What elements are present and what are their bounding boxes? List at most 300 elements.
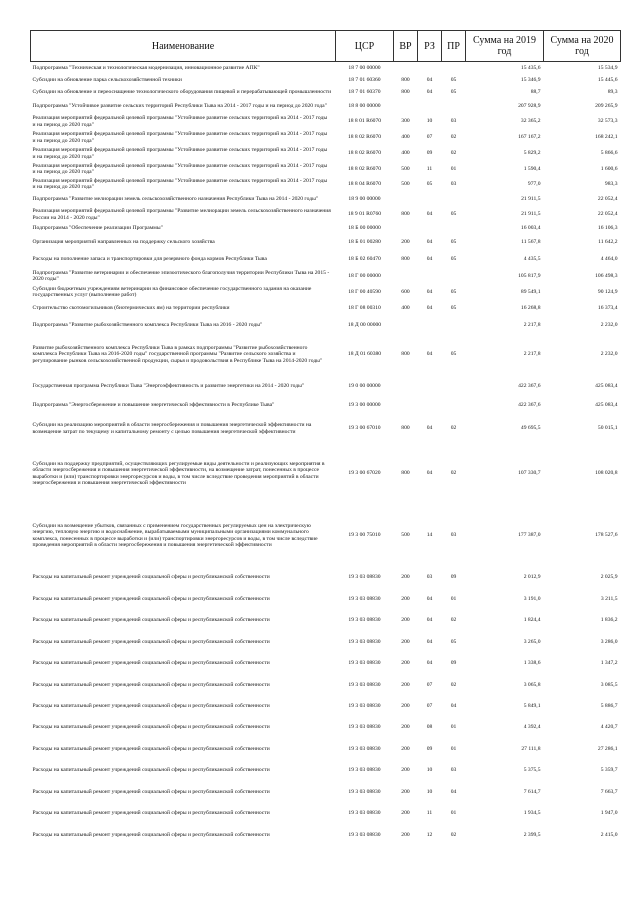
- row-sum-2019: 5 375,5: [523, 767, 541, 774]
- row-sum-2019: 4 435,5: [523, 255, 541, 262]
- row-rz: 04: [426, 255, 433, 262]
- row-csr: 19 0 00 00000: [348, 382, 381, 389]
- row-vr: [394, 100, 418, 114]
- row-sum-2020: 425 083,4: [595, 402, 618, 409]
- row-vr: 200: [401, 724, 410, 731]
- table-row: [31, 567, 621, 589]
- row-csr: 18 7 01 60370: [348, 89, 381, 96]
- row-pr: 02: [450, 470, 457, 477]
- row-sum-2019: 207 928,9: [518, 103, 541, 110]
- row-sum-2020: 27 286,1: [597, 745, 618, 752]
- row-csr: 19 3 00 75010: [348, 532, 381, 539]
- row-sum-2019: 107 330,7: [518, 470, 541, 477]
- row-sum-2019: 21 911,5: [521, 195, 541, 202]
- row-sum-2020: 2 025,9: [600, 574, 618, 581]
- row-sum-2019: 105 817,9: [518, 272, 541, 279]
- row-vr: [394, 223, 418, 234]
- row-sum-2019: 977,0: [527, 180, 541, 187]
- row-name: Субсидии на обновление парка сельскохозяйственной техники: [32, 76, 182, 83]
- table-row: [31, 114, 621, 130]
- row-csr: 19 3 03 08830: [348, 767, 381, 774]
- row-csr: 19 3 03 08830: [348, 724, 381, 731]
- row-name: Субсидии на обновление и переоснащение технологического оборудования пищевой и перерабатывающей промышленности: [32, 89, 332, 96]
- row-vr: 200: [401, 745, 410, 752]
- row-csr: 18 7 00 00000: [348, 65, 381, 72]
- row-name: Подпрограмма "Техническая и технологическая модернизация, инновационное развитие АПК": [32, 65, 260, 72]
- row-sum-2020: 16 373,4: [597, 304, 618, 311]
- row-vr: 400: [401, 134, 410, 141]
- row-pr: 05: [450, 288, 457, 295]
- row-rz: 11: [426, 810, 433, 817]
- row-rz: [418, 100, 442, 114]
- row-sum-2020: 425 083,4: [595, 382, 618, 389]
- row-name: Реализация мероприятий федеральной целевой программы "Устойчивое развитие сельских территорий на 2014 - 2017 годы и на период до 2020 года": [32, 147, 328, 160]
- row-sum-2019: 15 435,6: [520, 65, 541, 72]
- row-pr: 05: [450, 304, 457, 311]
- row-vr: 200: [401, 832, 410, 839]
- row-pr: 01: [450, 724, 457, 731]
- row-pr: 01: [450, 810, 457, 817]
- row-sum-2019: 49 695,5: [520, 425, 541, 432]
- table-row: [31, 505, 621, 567]
- row-sum-2020: 22 052,4: [597, 195, 618, 202]
- row-sum-2020: 15 445,6: [597, 76, 618, 83]
- row-sum-2020: 5 866,6: [600, 150, 618, 157]
- row-vr: [394, 397, 418, 415]
- row-sum-2020: 32 573,3: [597, 118, 618, 125]
- row-vr: 800: [401, 470, 410, 477]
- row-sum-2019: 3 191,0: [523, 595, 541, 602]
- row-name: Подпрограмма "Обеспечение реализации Программы": [32, 224, 163, 231]
- row-csr: 18 8 01 R6070: [347, 118, 382, 125]
- row-rz: 04: [426, 660, 433, 667]
- row-sum-2020: 22 052,4: [597, 211, 618, 218]
- table-body: [31, 62, 621, 847]
- row-pr: [442, 268, 466, 285]
- table-row: [31, 376, 621, 397]
- row-vr: 800: [401, 351, 410, 358]
- row-name: Государственная программа Республики Тыва "Энергоэффективность и развитие энергетики на 2014 - 2020 годы": [32, 382, 305, 389]
- row-sum-2019: 1 934,5: [523, 810, 541, 817]
- row-pr: 01: [450, 165, 457, 172]
- row-vr: 200: [401, 810, 410, 817]
- row-csr: 19 3 03 08830: [348, 832, 381, 839]
- row-sum-2019: 16 268,8: [520, 304, 541, 311]
- row-sum-2020: 89,3: [607, 89, 618, 96]
- table-row: [31, 130, 621, 146]
- row-sum-2019: 2 012,9: [523, 574, 541, 581]
- row-name: Развитие рыбохозяйственного комплекса Республики Тыва в рамках подпрограммы "Развитие рыбохозяйственного комплекса Республики Тыва на 2016-2020 годы" государственной программы "Развитие сельского хозяйства и регулирование рынков сельскохозяйственной продукции, сырья и продовольствия в Республике Тыва на 2014-2020 годы": [32, 344, 323, 364]
- row-pr: 01: [450, 595, 457, 602]
- row-pr: 01: [450, 745, 457, 752]
- table-row: [31, 207, 621, 223]
- table-row: [31, 285, 621, 300]
- row-sum-2019: 3 065,8: [523, 681, 541, 688]
- row-rz: 04: [426, 617, 433, 624]
- row-rz: 04: [426, 89, 433, 96]
- row-sum-2020: 2 415,0: [600, 832, 618, 839]
- row-csr: 19 3 03 08830: [348, 617, 381, 624]
- row-pr: 02: [450, 425, 457, 432]
- row-vr: 500: [401, 165, 410, 172]
- row-pr: 05: [450, 89, 457, 96]
- row-rz: 10: [426, 788, 433, 795]
- row-rz: 11: [426, 165, 433, 172]
- row-name: Подпрограмма "Развитие ветеринарии и обеспечение эпизоотического благополучия территории Республики Тыва на 2015 - 2020 годы": [32, 269, 330, 282]
- row-rz: 04: [426, 470, 433, 477]
- row-sum-2019: 422 367,6: [518, 382, 541, 389]
- table-row: [31, 675, 621, 696]
- row-name: Реализация мероприятий федеральной целевой программы "Устойчивое развитие сельских территорий на 2014 - 2017 годы и на период до 2020 года": [32, 177, 328, 190]
- table-row: [31, 177, 621, 192]
- row-sum-2020: 983,3: [604, 180, 618, 187]
- row-sum-2020: 7 663,7: [600, 788, 618, 795]
- row-csr: 19 3 03 08830: [348, 702, 381, 709]
- row-name: Субсидии на поддержку предприятий, осуществляющих регулируемые виды деятельности и реализующих мероприятия в области энергосбережения и повышения энергетической эффективности, на возмещение затрат, понесенных в процессе выработки и (или) транспортировки энергоресурсов и воды, в том числе вследствие проведения мероприятий в области энергосбережения и повышения энергетической эффективности: [32, 460, 325, 486]
- row-rz: 08: [426, 724, 433, 731]
- row-csr: 18 Д 01 60380: [347, 351, 382, 358]
- row-csr: 18 8 02 R6070: [347, 134, 382, 141]
- row-rz: 09: [426, 745, 433, 752]
- row-rz: [418, 376, 442, 397]
- header-pr: ПР: [442, 31, 466, 62]
- row-csr: 19 3 03 08830: [348, 810, 381, 817]
- row-sum-2019: 2 217,8: [523, 351, 541, 358]
- row-name: Расходы на капитальный ремонт учреждений социальной сферы и республиканской собственности: [32, 767, 270, 774]
- row-pr: 04: [450, 702, 457, 709]
- row-csr: 19 3 03 08830: [348, 788, 381, 795]
- row-name: Расходы на капитальный ремонт учреждений социальной сферы и республиканской собственности: [32, 574, 270, 581]
- row-name: Строительство скотомогильников (биотермических ям) на территории республики: [32, 304, 230, 311]
- row-sum-2019: 89 549,1: [520, 288, 541, 295]
- row-rz: 14: [426, 532, 433, 539]
- table-row: [31, 443, 621, 505]
- row-name: Субсидии на реализацию мероприятий в области энергосбережения и повышения энергетической эффективности на возмещение затрат по текущему и капитальному ремонту с целью повышения энергетической эффективности: [32, 422, 312, 435]
- row-pr: 05: [450, 211, 457, 218]
- table-row: [31, 610, 621, 632]
- row-pr: [442, 376, 466, 397]
- row-csr: 19 3 00 67020: [348, 470, 381, 477]
- table-row: [31, 86, 621, 100]
- row-rz: [418, 317, 442, 334]
- row-vr: [394, 376, 418, 397]
- row-sum-2019: 15 346,9: [520, 76, 541, 83]
- row-name: Расходы на капитальный ремонт учреждений социальной сферы и республиканской собственности: [32, 702, 270, 709]
- table-row: [31, 192, 621, 207]
- table-row: [31, 100, 621, 114]
- row-name: Расходы на капитальный ремонт учреждений социальной сферы и республиканской собственности: [32, 724, 270, 731]
- table-row: [31, 415, 621, 443]
- row-name: Расходы на капитальный ремонт учреждений социальной сферы и республиканской собственности: [32, 595, 270, 602]
- header-vr: ВР: [394, 31, 418, 62]
- table-row: [31, 317, 621, 334]
- row-sum-2019: 422 367,6: [518, 402, 541, 409]
- row-pr: [442, 397, 466, 415]
- row-sum-2020: 4 464,0: [600, 255, 618, 262]
- row-pr: 03: [450, 118, 457, 125]
- row-sum-2019: 11 567,8: [521, 238, 541, 245]
- row-rz: 04: [426, 76, 433, 83]
- header-sum-2020: Сумма на 2020 год: [544, 31, 621, 62]
- row-vr: 200: [401, 238, 410, 245]
- table-row: [31, 162, 621, 177]
- row-pr: [442, 223, 466, 234]
- row-pr: 03: [450, 767, 457, 774]
- row-vr: [394, 317, 418, 334]
- row-vr: 800: [401, 255, 410, 262]
- row-sum-2020: 3 085,5: [600, 681, 618, 688]
- row-rz: 04: [426, 211, 433, 218]
- row-rz: [418, 192, 442, 207]
- row-vr: 500: [401, 180, 410, 187]
- row-csr: 18 8 02 R6070: [347, 150, 382, 157]
- row-rz: 07: [426, 702, 433, 709]
- row-rz: [418, 223, 442, 234]
- row-vr: 200: [401, 574, 410, 581]
- row-rz: 07: [426, 134, 433, 141]
- row-sum-2019: 1 590,4: [523, 165, 541, 172]
- row-sum-2020: 168 242,1: [595, 134, 618, 141]
- row-vr: 600: [401, 288, 410, 295]
- row-name: Реализация мероприятий федеральной целевой программы "Развитие мелиорации земель сельскохозяйственного назначения России на 2014 - 2020 годы": [32, 208, 331, 221]
- row-sum-2019: 2 217,8: [523, 321, 541, 328]
- row-vr: [394, 192, 418, 207]
- row-pr: [442, 62, 466, 75]
- row-rz: [418, 397, 442, 415]
- row-rz: 09: [426, 150, 433, 157]
- row-vr: [394, 268, 418, 285]
- row-csr: 18 8 00 00000: [348, 103, 381, 110]
- table-row: [31, 62, 621, 75]
- row-sum-2019: 5 829,2: [523, 150, 541, 157]
- row-sum-2020: 1 600,6: [600, 165, 618, 172]
- table-row: [31, 717, 621, 739]
- table-row: [31, 223, 621, 234]
- row-rz: 04: [426, 351, 433, 358]
- row-name: Расходы на капитальный ремонт учреждений социальной сферы и республиканской собственности: [32, 617, 270, 624]
- table-row: [31, 234, 621, 251]
- row-sum-2020: 5 886,7: [600, 702, 618, 709]
- row-name: Подпрограмма "Устойчивое развитие сельских территорий Республики Тыва на 2014 - 2017 годы и на период до 2020 года": [32, 103, 327, 110]
- row-name: Организация мероприятий направленных на поддержку сельского хозяйства: [32, 238, 215, 245]
- table-row: [31, 334, 621, 376]
- row-csr: 18 9 00 00000: [348, 195, 381, 202]
- row-name: Подпрограмма "Энергосбережение и повышение энергетической эффективности в Республике Тыва": [32, 402, 275, 409]
- row-csr: 18 8 04 R6070: [347, 180, 382, 187]
- row-csr: 18 9 01 R0760: [347, 211, 382, 218]
- row-rz: 04: [426, 288, 433, 295]
- row-sum-2020: 16 106,3: [597, 224, 618, 231]
- row-csr: 19 3 03 08830: [348, 745, 381, 752]
- row-vr: 400: [401, 150, 410, 157]
- row-rz: 03: [426, 574, 433, 581]
- row-rz: 04: [426, 304, 433, 311]
- row-vr: 800: [401, 211, 410, 218]
- table-row: [31, 300, 621, 317]
- row-pr: 02: [450, 134, 457, 141]
- row-name: Расходы на капитальный ремонт учреждений социальной сферы и республиканской собственности: [32, 810, 270, 817]
- row-sum-2019: 2 399,5: [523, 832, 541, 839]
- row-csr: 18 Б 00 00000: [348, 224, 381, 231]
- row-sum-2019: 1 338,6: [523, 660, 541, 667]
- row-name: Подпрограмма "Развитие рыбохозяйственного комплекса Республики Тыва на 2016 - 2020 годы": [32, 321, 263, 328]
- row-csr: 19 3 03 08830: [348, 574, 381, 581]
- table-row: [31, 397, 621, 415]
- row-pr: [442, 317, 466, 334]
- row-pr: 02: [450, 832, 457, 839]
- row-sum-2020: 178 527,6: [595, 532, 618, 539]
- table-row: [31, 696, 621, 717]
- row-vr: 200: [401, 702, 410, 709]
- row-name: Реализация мероприятий федеральной целевой программы "Устойчивое развитие сельских территорий на 2014 - 2017 годы и на период до 2020 года": [32, 162, 328, 175]
- row-vr: 500: [401, 532, 410, 539]
- header-sum-2019: Сумма на 2019 год: [466, 31, 544, 62]
- row-sum-2019: 5 849,1: [523, 702, 541, 709]
- row-sum-2020: 2 232,0: [600, 321, 618, 328]
- row-pr: 03: [450, 180, 457, 187]
- table-header: [31, 31, 621, 62]
- row-name: Субсидии бюджетным учреждениям ветеринарии на финансовое обеспечение государственного задания на оказание государственных услуг (выполнение работ): [32, 285, 312, 298]
- row-sum-2019: 3 265,0: [523, 638, 541, 645]
- row-sum-2019: 27 111,8: [521, 745, 541, 752]
- row-sum-2020: 1 947,0: [600, 810, 618, 817]
- row-vr: 800: [401, 89, 410, 96]
- row-pr: 02: [450, 150, 457, 157]
- row-vr: [394, 62, 418, 75]
- row-sum-2020: 50 015,1: [597, 425, 618, 432]
- row-vr: 200: [401, 660, 410, 667]
- header-csr: ЦСР: [336, 31, 394, 62]
- row-pr: 04: [450, 788, 457, 795]
- table-row: [31, 251, 621, 268]
- row-sum-2020: 2 232,0: [600, 351, 618, 358]
- row-rz: 04: [426, 425, 433, 432]
- row-pr: 05: [450, 255, 457, 262]
- row-name: Расходы на капитальный ремонт учреждений социальной сферы и республиканской собственности: [32, 638, 270, 645]
- row-vr: 800: [401, 425, 410, 432]
- row-rz: 04: [426, 238, 433, 245]
- row-sum-2019: 4 392,4: [523, 724, 541, 731]
- row-vr: 200: [401, 767, 410, 774]
- table-row: [31, 268, 621, 285]
- row-name: Реализация мероприятий федеральной целевой программы "Устойчивое развитие сельских территорий на 2014 - 2017 годы и на период до 2020 года": [32, 115, 328, 128]
- row-name: Расходы на капитальный ремонт учреждений социальной сферы и республиканской собственности: [32, 681, 270, 688]
- table-row: [31, 146, 621, 162]
- table-row: [31, 782, 621, 803]
- row-pr: 02: [450, 617, 457, 624]
- row-rz: 10: [426, 767, 433, 774]
- row-sum-2019: 21 911,5: [521, 211, 541, 218]
- table-row: [31, 760, 621, 782]
- row-sum-2020: 1 347,2: [600, 660, 618, 667]
- row-pr: 02: [450, 681, 457, 688]
- row-csr: 18 Б 02 60470: [348, 255, 381, 262]
- row-pr: [442, 192, 466, 207]
- row-pr: 09: [450, 574, 457, 581]
- row-name: Расходы на капитальный ремонт учреждений социальной сферы и республиканской собственности: [32, 788, 270, 795]
- row-sum-2019: 16 003,4: [520, 224, 541, 231]
- row-name: Расходы на капитальный ремонт учреждений социальной сферы и республиканской собственности: [32, 745, 270, 752]
- row-pr: 05: [450, 76, 457, 83]
- row-sum-2019: 167 167,2: [518, 134, 541, 141]
- row-csr: 19 3 00 67010: [348, 425, 381, 432]
- row-name: Расходы на капитальный ремонт учреждений социальной сферы и республиканской собственности: [32, 832, 270, 839]
- row-csr: 19 3 00 00000: [348, 402, 381, 409]
- row-sum-2020: 15 534,9: [597, 65, 618, 72]
- row-csr: 19 3 03 08830: [348, 595, 381, 602]
- row-rz: 04: [426, 595, 433, 602]
- row-sum-2020: 4 420,7: [600, 724, 618, 731]
- row-name: Субсидии на возмещение убытков, связанных с применением государственных регулируемых цен на электрическую энергию, тепловую энергию и водоснабжение, вырабатываемыми муниципальными организациями коммунального комплекса, понесенных в процессе выработки и (или) транспортировки энергоресурсов и воды, в том числе вследствие проведения мероприятий в области энергосбережения и повышения энергетической эффективности: [32, 522, 318, 548]
- row-sum-2020: 5 359,7: [600, 767, 618, 774]
- row-rz: [418, 268, 442, 285]
- row-rz: 10: [426, 118, 433, 125]
- row-vr: 200: [401, 595, 410, 602]
- budget-table-sheet: [30, 30, 620, 847]
- row-vr: 200: [401, 681, 410, 688]
- row-sum-2020: 209 265,9: [595, 103, 618, 110]
- row-csr: 18 Г 00 40590: [348, 288, 381, 295]
- table-row: [31, 739, 621, 760]
- row-sum-2019: 88,7: [530, 89, 541, 96]
- row-rz: 07: [426, 681, 433, 688]
- table-row: [31, 75, 621, 86]
- table-row: [31, 589, 621, 610]
- row-csr: 18 Г 00 00000: [348, 272, 381, 279]
- row-rz: [418, 62, 442, 75]
- row-pr: 05: [450, 351, 457, 358]
- row-pr: 05: [450, 638, 457, 645]
- row-sum-2020: 106 498,3: [595, 272, 618, 279]
- row-vr: 200: [401, 638, 410, 645]
- row-pr: 03: [450, 532, 457, 539]
- header-name: Наименование: [31, 31, 336, 62]
- row-sum-2019: 1 824,4: [523, 617, 541, 624]
- row-sum-2019: 177 387,0: [518, 532, 541, 539]
- row-sum-2020: 108 020,8: [595, 470, 618, 477]
- budget-table: [30, 30, 621, 847]
- row-csr: 18 Б 01 00280: [348, 238, 381, 245]
- row-vr: 800: [401, 76, 410, 83]
- row-sum-2020: 3 286,0: [600, 638, 618, 645]
- row-csr: 18 7 01 60360: [348, 76, 381, 83]
- row-csr: 18 Г 08 00310: [348, 304, 381, 311]
- row-csr: 19 3 03 08830: [348, 660, 381, 667]
- table-row: [31, 632, 621, 653]
- table-row: [31, 653, 621, 675]
- row-sum-2020: 3 211,5: [600, 595, 618, 602]
- row-csr: 18 8 02 R6070: [347, 165, 382, 172]
- row-vr: 400: [401, 304, 410, 311]
- row-pr: 09: [450, 660, 457, 667]
- table-row: [31, 825, 621, 847]
- row-name: Расходы на капитальный ремонт учреждений социальной сферы и республиканской собственности: [32, 660, 270, 667]
- row-csr: 19 3 03 08830: [348, 681, 381, 688]
- row-sum-2020: 90 124,9: [597, 288, 618, 295]
- row-pr: 05: [450, 238, 457, 245]
- table-row: [31, 803, 621, 825]
- row-rz: 05: [426, 180, 433, 187]
- row-name: Подпрограмма "Развитие мелиорации земель сельскохозяйственного назначения Республики Тыва на 2014 - 2020 годы": [32, 195, 319, 202]
- row-pr: [442, 100, 466, 114]
- row-sum-2019: 32 365,2: [520, 118, 541, 125]
- row-name: Реализация мероприятий федеральной целевой программы "Устойчивое развитие сельских территорий на 2014 - 2017 годы и на период до 2020 года": [32, 131, 328, 144]
- row-csr: 18 Д 00 00000: [347, 321, 382, 328]
- row-vr: 200: [401, 788, 410, 795]
- row-rz: 12: [426, 832, 433, 839]
- row-vr: 300: [401, 118, 410, 125]
- row-name: Расходы на пополнение запаса и транспортировки для резервного фонда кормов Республики Тыва: [32, 255, 267, 262]
